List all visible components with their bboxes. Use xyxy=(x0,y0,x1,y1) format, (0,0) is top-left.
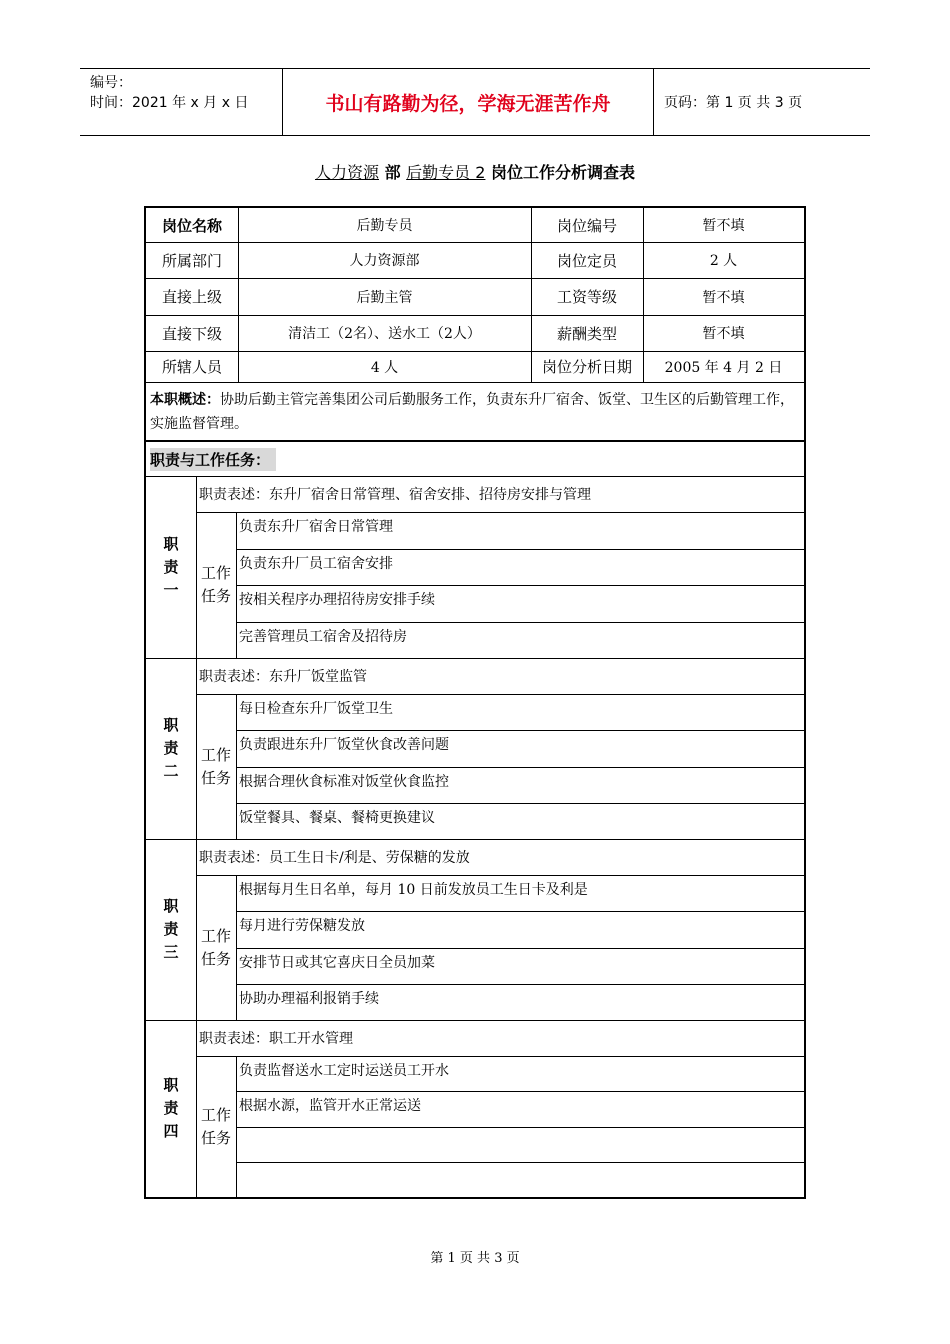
work-task-item: 负责东升厂宿舍日常管理 xyxy=(239,519,393,535)
work-task-item: 根据每月生日名单，每月 10 日前发放员工生日卡及利是 xyxy=(239,882,588,898)
value-salary-grade: 暂不填 xyxy=(702,289,745,306)
value-pay-type: 暂不填 xyxy=(702,326,745,342)
work-task-item: 按相关程序办理招待房安排手续 xyxy=(239,592,435,608)
duty-label: 职 责 二 xyxy=(163,716,179,780)
label-department: 所属部门 xyxy=(161,251,222,270)
value-staff-count: 4 人 xyxy=(370,359,399,376)
label-subordinates: 直接下级 xyxy=(161,324,222,343)
work-task-label: 工作 任务 xyxy=(200,926,231,968)
work-task-item: 根据合理伙食标准对饭堂伙食监控 xyxy=(239,774,449,790)
title-dept-suffix: 部 xyxy=(379,163,407,182)
work-task-label: 工作 任务 xyxy=(200,564,231,605)
work-task-item: 负责监督送水工定时运送员工开水 xyxy=(239,1063,449,1079)
time-label: 时间：2021 年 x 月 x 日 xyxy=(90,95,249,111)
value-position-name: 后勤专员 xyxy=(356,218,413,234)
job-analysis-table xyxy=(144,206,806,1199)
label-staff-count: 所辖人员 xyxy=(161,358,222,376)
label-pay-type: 薪酬类型 xyxy=(556,324,617,343)
label-salary-grade: 工资等级 xyxy=(556,288,617,306)
duty-label: 职 责 一 xyxy=(163,534,179,599)
summary-label: 本职概述： xyxy=(150,392,220,408)
label-position-code: 岗位编号 xyxy=(556,216,617,235)
label-headcount: 岗位定员 xyxy=(556,251,617,270)
work-task-item: 根据水源，监管开水正常运送 xyxy=(239,1098,421,1114)
number-label: 编号： xyxy=(90,75,132,91)
page-info: 页码：第 1 页 共 3 页 xyxy=(664,95,803,111)
page-footer: 第 1 页 共 3 页 xyxy=(430,1251,520,1266)
label-analysis-date: 岗位分析日期 xyxy=(541,358,632,376)
duty-statement: 职责表述：东升厂饭堂监管 xyxy=(199,669,367,685)
header-meta xyxy=(80,69,282,135)
duty-statement: 职责表述：职工开水管理 xyxy=(199,1031,353,1047)
summary-text: 协助后勤主管完善集团公司后勤服务工作，负责东升厂宿舍、饭堂、卫生区的后勤管理工作，实施监督管理。 xyxy=(150,392,794,432)
duty-statement: 职责表述：员工生日卡/利是、劳保糖的发放 xyxy=(199,850,470,866)
document-title xyxy=(0,160,950,183)
page-header xyxy=(80,68,870,136)
title-rest: 岗位工作分析调查表 xyxy=(485,163,636,182)
work-task-item: 饭堂餐具、餐桌、餐椅更换建议 xyxy=(239,810,435,826)
work-task-label: 工作 任务 xyxy=(200,1105,231,1147)
work-task-item: 负责跟进东升厂饭堂伙食改善问题 xyxy=(239,737,449,753)
duty-label: 职 责 三 xyxy=(163,897,179,961)
title-dept: 人力资源 xyxy=(314,163,379,182)
work-task-item: 安排节日或其它喜庆日全员加菜 xyxy=(239,955,435,971)
work-task-item: 协助办理福利报销手续 xyxy=(239,991,379,1007)
work-task-item xyxy=(236,1127,804,1162)
value-headcount: 2 人 xyxy=(709,253,738,269)
value-position-code: 暂不填 xyxy=(702,218,745,234)
label-supervisor: 直接上级 xyxy=(161,288,222,306)
value-department: 人力资源部 xyxy=(349,253,420,269)
value-subordinates: 清洁工（2名）、送水工（2人） xyxy=(288,326,481,342)
work-task-label: 工作 任务 xyxy=(200,745,231,787)
duties-header: 职责与工作任务： xyxy=(146,442,804,476)
work-task-item: 每月进行劳保糖发放 xyxy=(239,918,365,934)
work-task-item xyxy=(236,1162,804,1197)
work-task-item: 每日检查东升厂饭堂卫生 xyxy=(239,701,393,717)
work-task-item: 完善管理员工宿舍及招待房 xyxy=(239,629,407,645)
title-position: 后勤专员 2 xyxy=(406,163,486,182)
label-position-name: 岗位名称 xyxy=(161,216,222,235)
motto: 书山有路勤为径，学海无涯苦作舟 xyxy=(282,69,654,135)
value-supervisor: 后勤主管 xyxy=(356,289,413,306)
duty-label: 职 责 四 xyxy=(163,1076,179,1140)
job-summary xyxy=(146,384,804,440)
duty-statement: 职责表述：东升厂宿舍日常管理、宿舍安排、招待房安排与管理 xyxy=(199,487,591,503)
work-task-item: 负责东升厂员工宿舍安排 xyxy=(239,556,393,572)
value-analysis-date: 2005 年 4 月 2 日 xyxy=(664,359,783,376)
